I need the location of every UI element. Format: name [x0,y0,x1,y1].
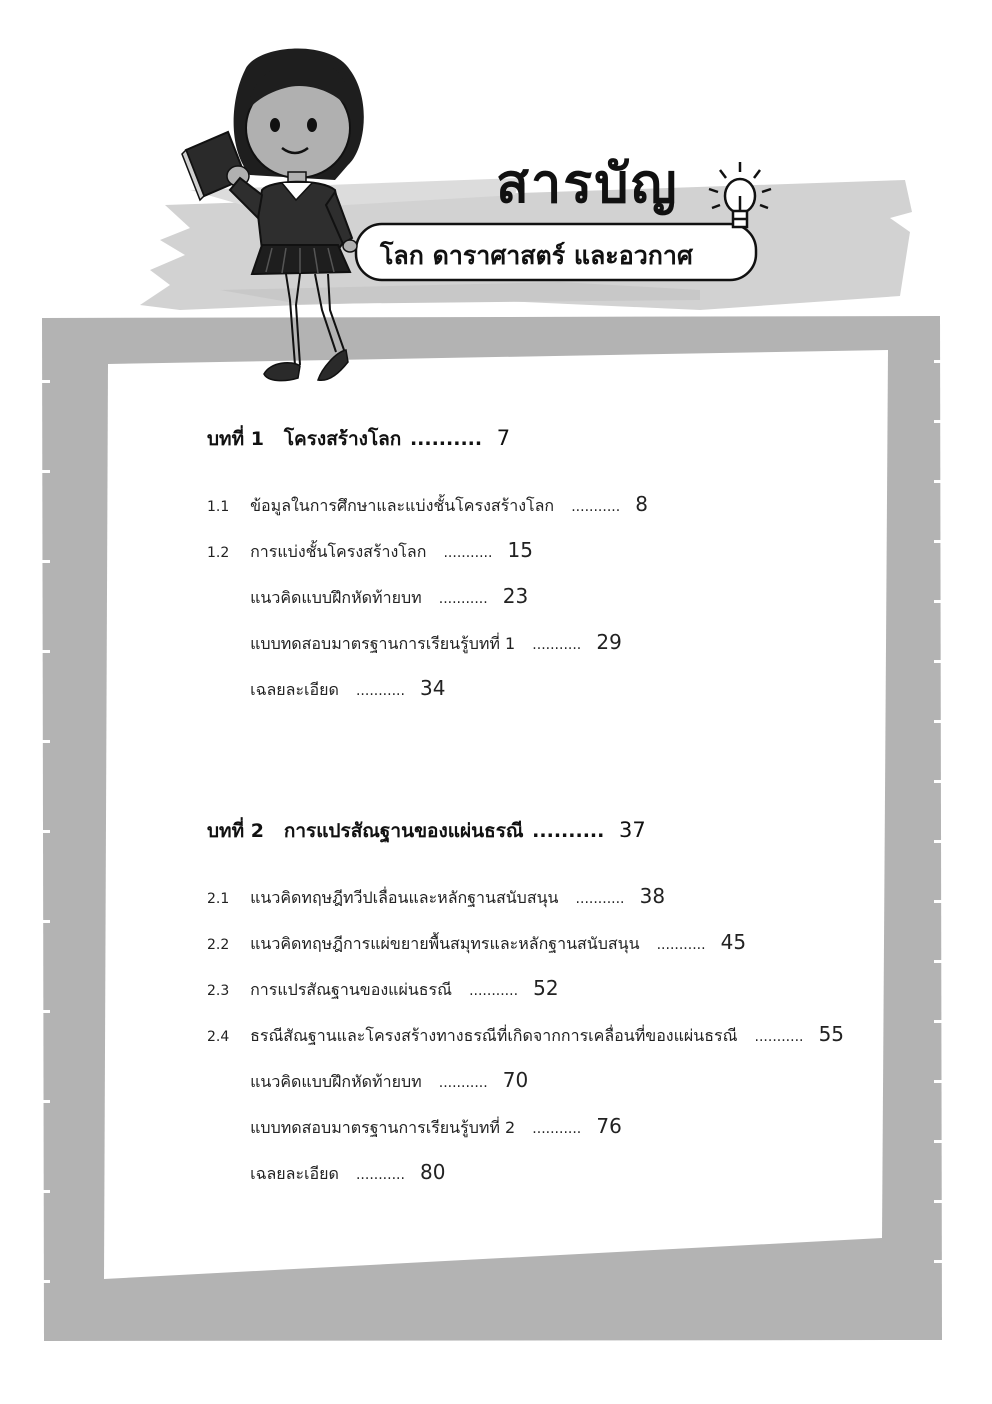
page-number: 76 [596,1114,622,1138]
page-number: 15 [507,538,533,562]
section-title: แนวคิดแบบฝึกหัดท้ายบท [250,1072,422,1091]
leader-dots: ........... [469,983,519,999]
chapter-label: บทที่ 1 [207,428,264,450]
page-number: 52 [533,976,559,1000]
leader-dots: ........... [532,637,582,653]
page-subtitle: โลก ดาราศาสตร์ และอวกาศ [380,241,693,270]
page-number: 29 [596,630,622,654]
toc-entry[interactable] [207,976,559,1003]
page-number: 8 [635,492,648,516]
chapter-name: โครงสร้างโลก [283,428,402,450]
toc-entry[interactable] [207,630,622,657]
section-title: เฉลยละเอียด [250,1164,339,1183]
toc-entry[interactable] [207,1068,528,1095]
section-title: แบบทดสอบมาตรฐานการเรียนรู้บทที่ 1 [250,634,516,653]
page-number: 38 [639,884,666,908]
chapter-heading[interactable] [207,424,510,454]
section-title: การแบ่งชั้นโครงสร้างโลก [250,542,427,561]
section-number: 2.1 [207,891,230,907]
leader-dots: ........... [656,937,706,953]
toc-entry[interactable] [207,492,648,519]
chapter-heading[interactable] [207,816,646,846]
leader-dots: .......... [409,428,483,450]
page-number: 7 [496,426,511,450]
leader-dots: ........... [355,1167,405,1183]
leader-dots: ........... [438,1075,488,1091]
chapter-label: บทที่ 2 [207,820,264,842]
toc-entry[interactable] [207,930,746,957]
leader-dots: ........... [571,499,621,515]
section-title: การแปรสัณฐานของแผ่นธรณี [250,980,452,999]
leader-dots: ........... [355,683,405,699]
page-number: 37 [618,818,646,842]
page-number: 55 [818,1022,845,1046]
leader-dots: ........... [754,1029,804,1045]
section-number: 1.1 [207,499,230,515]
leader-dots: ........... [438,591,488,607]
page-number: 34 [420,676,446,700]
page-title: สารบัญ [496,152,679,215]
section-title: แบบทดสอบมาตรฐานการเรียนรู้บทที่ 2 [250,1118,516,1137]
section-number: 2.3 [207,983,230,999]
section-number: 2.2 [207,937,230,953]
section-title: ข้อมูลในการศึกษาและแบ่งชั้นโครงสร้างโลก [250,496,555,515]
section-title: แนวคิดแบบฝึกหัดท้ายบท [250,588,422,607]
toc-entry[interactable] [207,584,528,611]
leader-dots: ........... [532,1121,582,1137]
toc-entry[interactable] [207,676,445,703]
section-number: 2.4 [207,1029,230,1045]
section-title: แนวคิดทฤษฎีการแผ่ขยายพื้นสมุทรและหลักฐานสนับสนุน [250,934,640,953]
section-title: เฉลยละเอียด [250,680,339,699]
section-title: ธรณีสัณฐานและโครงสร้างทางธรณีที่เกิดจากการเคลื่อนที่ของแผ่นธรณี [250,1026,738,1045]
page-number: 80 [420,1160,446,1184]
leader-dots: .......... [532,820,605,842]
page-number: 45 [720,930,747,954]
page-number: 70 [502,1068,529,1092]
toc-entry[interactable] [207,538,533,565]
toc-entry[interactable] [207,1160,445,1187]
leader-dots: ........... [575,891,625,907]
leader-dots: ........... [443,545,493,561]
section-title: แนวคิดทฤษฎีทวีปเลื่อนและหลักฐานสนับสนุน [250,888,559,907]
page-number: 23 [502,584,529,608]
toc-entry[interactable] [207,884,665,911]
toc-entry[interactable] [207,1114,622,1141]
section-number: 1.2 [207,545,230,561]
toc-entry[interactable] [207,1022,844,1049]
chapter-name: การแปรสัณฐานของแผ่นธรณี [283,820,524,842]
